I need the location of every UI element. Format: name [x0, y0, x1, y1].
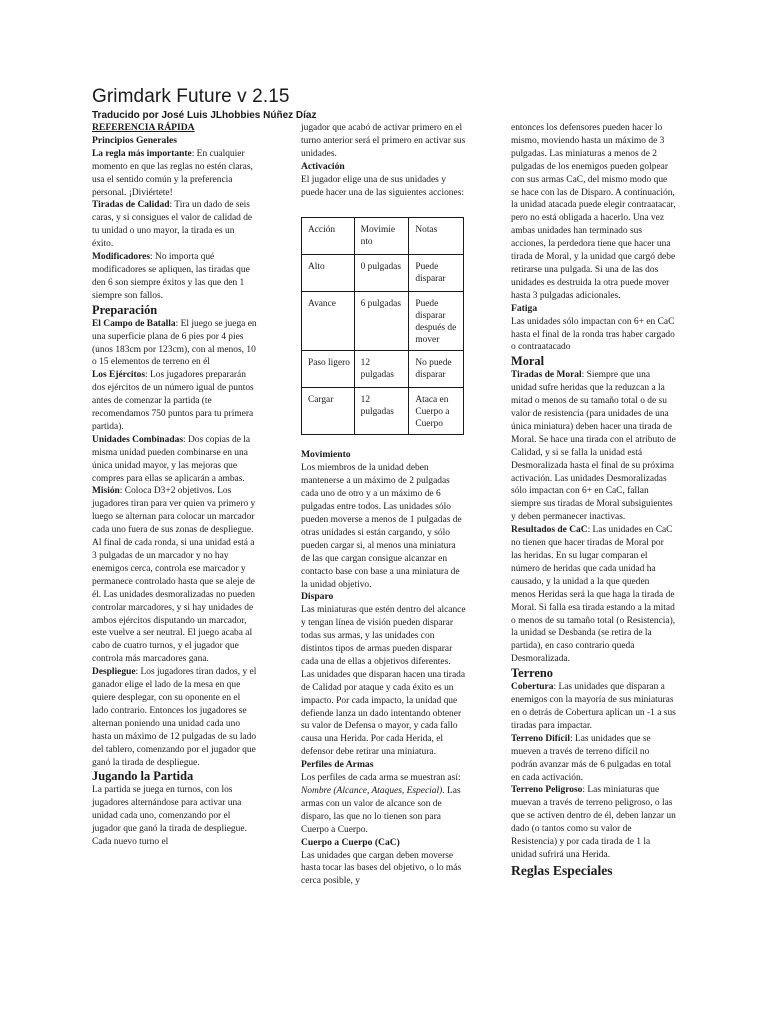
difficult-terrain-paragraph: Terreno Difícil: Las unidades que se mueven a través de terreno difícil no podrán avanzar más de 6 pulgadas en total en cada activación.: [511, 733, 672, 783]
table-row: Avance 6 pulgadas Puede disparar después de mover: [302, 292, 464, 351]
rule-paragraph: La regla más importante: En cualquier momento en que las reglas no estén claras, usa el sentido común y la preferencia personal. ¡Diviértete!: [92, 148, 253, 198]
weapon-profiles-heading: Perfiles de Armas: [301, 759, 374, 771]
table-header: Notas: [409, 218, 464, 255]
battlefield-paragraph: El Campo de Batalla: El juego se juega en una superficie plana de 6 pies por 4 pies (unos 183cm por 123cm), con al menos, 10 o 15 elementos de terreno en él: [92, 318, 257, 368]
morale-tests-paragraph: Tiradas de Moral: Siempre que una unidad sufre heridas que la reduzcan a la mitad o menos de su tamaño total o de su valor de resistencia (para unidades de una única miniatura) deben hacer una tirada de Moral. Se hace una tirada con el atributo de Calidad, y si se falla la unidad está Desmoralizada hasta el final de su próxima activación. Las unidades Desmoralizadas sólo impactan con 6+ en CaC, fallan siempre sus tiradas de Moral subsiguientes y deben permanecer inactivas.: [511, 370, 676, 523]
melee-heading: Cuerpo a Cuerpo (CaC): [301, 836, 400, 848]
activation-heading: Activación: [301, 160, 345, 172]
activation-paragraph: El jugador elige una de sus unidades y puede hacer una de las siguientes acciones:: [301, 174, 464, 198]
modifiers-term: Modificadores: [92, 252, 151, 263]
movement-heading: Movimiento: [301, 449, 351, 461]
playing-paragraph: La partida se juega en turnos, con los jugadores alternándose para activar una unidad cada uno, comenzando por el jugador que ganó la tirada de despliegue. Cada nuevo turno el: [92, 785, 247, 848]
shooting-heading: Disparo: [301, 591, 334, 603]
melee-results-paragraph: Resultados de CaC: Las unidades en CaC no tienen que hacer tiradas de Moral por las heridas. En su lugar comparan el número de heridas que cada unidad ha causado, y la unidad a la que queden menos Heridas será la que haga la tirada de Moral. Si falla esa tirada estando a la mitad o menos de su tamaño total (o Resistencia), la unidad se Desbanda (se retira de la partida), en caso contrario queda Desmoralizada.: [511, 525, 676, 665]
melee-results-term: Resultados de CaC: [511, 525, 588, 536]
difficult-terrain-term: Terreno Difícil: [511, 733, 570, 744]
battlefield-term: El Campo de Batalla: [92, 318, 176, 329]
deployment-term: Despliegue: [92, 667, 136, 678]
column-1: [92, 122, 257, 849]
mission-term: Misión: [92, 486, 120, 497]
cover-paragraph: Cobertura: Las unidades que disparan a enemigos con la mayoría de sus miniaturas en o detrás de Cobertura aplican un -1 a sus tiradas para impactar.: [511, 682, 676, 731]
general-principles-heading: Principios Generales: [92, 134, 177, 146]
quality-term: Tiradas de Calidad: [92, 200, 170, 211]
continued-paragraph: jugador que acabó de activar primero en el turno anterior será el primero en activar sus unidades.: [301, 123, 466, 159]
column-2: [301, 122, 466, 888]
armies-paragraph: Los Ejércitos: Los jugadores prepararán dos ejércitos de un número igual de puntos antes de comenzar la partida (te recomendamos 750 puntos para tu primera partida).: [92, 370, 254, 432]
combined-units-term: Unidades Combinadas: [92, 434, 183, 445]
armies-term: Los Ejércitos: [92, 370, 146, 381]
quality-paragraph: Tiradas de Calidad: Tira un dado de seis caras, y si consigues el valor de calidad de tu unidad o uno mayor, la tirada es un éxito.: [92, 200, 253, 250]
dangerous-terrain-term: Terreno Peligroso: [511, 785, 583, 796]
special-rules-heading: Reglas Especiales: [511, 862, 613, 878]
playing-heading: Jugando la Partida: [92, 769, 194, 784]
shooting-paragraph: Las miniaturas que estén dentro del alcance y tengan línea de visión pueden disparar todas sus armas, y las unidades con distintos tipos de armas pueden disparar cada una de ellas a objetivos diferentes. Las unidades que disparan hacen una tirada de Calidad por ataque y cada éxito es un impacto. Por cada impacto, la unidad que defiende lanza un dado intentando obtener su valor de Defensa o mayor, y cada fallo causa una Herida. Por cada Herida, el defensor debe retirar una miniatura.: [301, 605, 466, 758]
table-row: Cargar 12 pulgadas Ataca en Cuerpo a Cuerpo: [302, 388, 464, 435]
translator-credit: Traducido por José Luis JLhobbies Núñez Díaz: [92, 110, 317, 121]
cover-term: Cobertura: [511, 682, 554, 693]
combined-units-paragraph: Unidades Combinadas: Dos copias de la misma unidad pueden combinarse en una única unidad mayor, y las mejoras que compres para ellas se aplicarán a ambas.: [92, 434, 251, 484]
actions-table: [301, 217, 464, 435]
document-title: Grimdark Future v 2.15: [92, 86, 290, 107]
morale-tests-term: Tiradas de Moral: [511, 370, 582, 381]
movement-paragraph: Los miembros de la unidad deben mantenerse a un máximo de 2 pulgadas cada uno de otro y a un máximo de 6 pulgadas entre todos. Las unidades sólo pueden moverse a menos de 1 pulgadas de otras unidades si están cargando, y sólo pueden cargar si, al menos una miniatura de las que cargan consigue alcanzar en contacto base con base a una miniatura de la unidad objetivo.: [301, 463, 462, 590]
fatigue-heading: Fatiga: [511, 302, 538, 314]
morale-heading: Moral: [511, 354, 545, 369]
deployment-paragraph: Despliegue: Los jugadores tiran dados, y el ganador elige el lado de la mesa en que quiere desplegar, con su oponente en el lado contrario. Entonces los jugadores se alternan poniendo una unidad cada uno hasta un máximo de 12 pulgadas de su lado del tablero, comenzando por el jugador que ganó la tirada de despliegue.: [92, 667, 257, 768]
terrain-heading: Terreno: [511, 666, 553, 681]
modifiers-paragraph: Modificadores: No importa qué modificadores se apliquen, las tiradas que den 6 son siempre éxitos y las que den 1 siempre son fallos.: [92, 252, 250, 301]
quick-reference-heading: REFERENCIA RÁPIDA: [92, 122, 195, 133]
continued-paragraph: entonces los defensores pueden hacer lo mismo, moviendo hasta un máximo de 3 pulgadas. Las miniaturas a menos de 2 pulgadas de los enemigos pueden golpear con sus armas CaC, del mismo modo que se hace con las de Disparo. A continuación, la unidad atacada puede elegir contraatacar, pero no está obligada a hacerlo. Una vez ambas unidades han terminado sus acciones, la perdedora tiene que hacer una tirada de Moral, y la unidad que cargó debe retirarse una pulgada. Si una de las dos unidades es destruida la otra puede mover hasta 3 pulgadas adicionales.: [511, 123, 676, 301]
rule-term: La regla más importante: [92, 148, 192, 159]
fatigue-paragraph: Las unidades sólo impactan con 6+ en CaC hasta el final de la ronda tras haber cargado o contraatacado: [511, 316, 675, 353]
preparation-heading: Preparación: [92, 302, 158, 317]
mission-paragraph: Misión: Coloca D3+2 objetivos. Los jugadores tiran para ver quien va primero y luego se alternan para colocar un marcador cada uno fuera de sus zonas de despliegue. Al final de cada ronda, si una unidad está a 3 pulgadas de un marcador y no hay enemigos cerca, controla ese marcador y permanece controlado hasta que se aleje de él. Las unidades desmoralizadas no pueden controlar marcadores, y si hay unidades de ambos ejércitos disputando un marcador, este vuelve a ser neutral. El juego acaba al cabo de cuatro turnos, y el jugador que controla más marcadores gana.: [92, 486, 256, 665]
melee-paragraph: Las unidades que cargan deben moverse hasta tocar las bases del objetivo, o lo más cerca posible, y: [301, 850, 462, 887]
table-header: Acción: [302, 218, 355, 255]
table-row: Alto 0 pulgadas Puede disparar: [302, 255, 464, 292]
table-row: Paso ligero 12 pulgadas No puede disparar: [302, 351, 464, 388]
table-header: Movimie nto: [354, 218, 409, 255]
column-3: [511, 122, 676, 879]
weapon-profiles-paragraph: Los perfiles de cada arma se muestran así: Nombre (Alcance, Ataques, Especial). Las armas con un valor de alcance son de disparo, las que no lo tienen son para Cuerpo a Cuerpo.: [301, 773, 461, 835]
dangerous-terrain-paragraph: Terreno Peligroso: Las miniaturas que muevan a través de terreno peligroso, o las que se activen dentro de él, deben lanzar un dado (o tantos como su valor de Resistencia) y por cada tirada de 1 la unidad sufrirá una Herida.: [511, 785, 676, 860]
